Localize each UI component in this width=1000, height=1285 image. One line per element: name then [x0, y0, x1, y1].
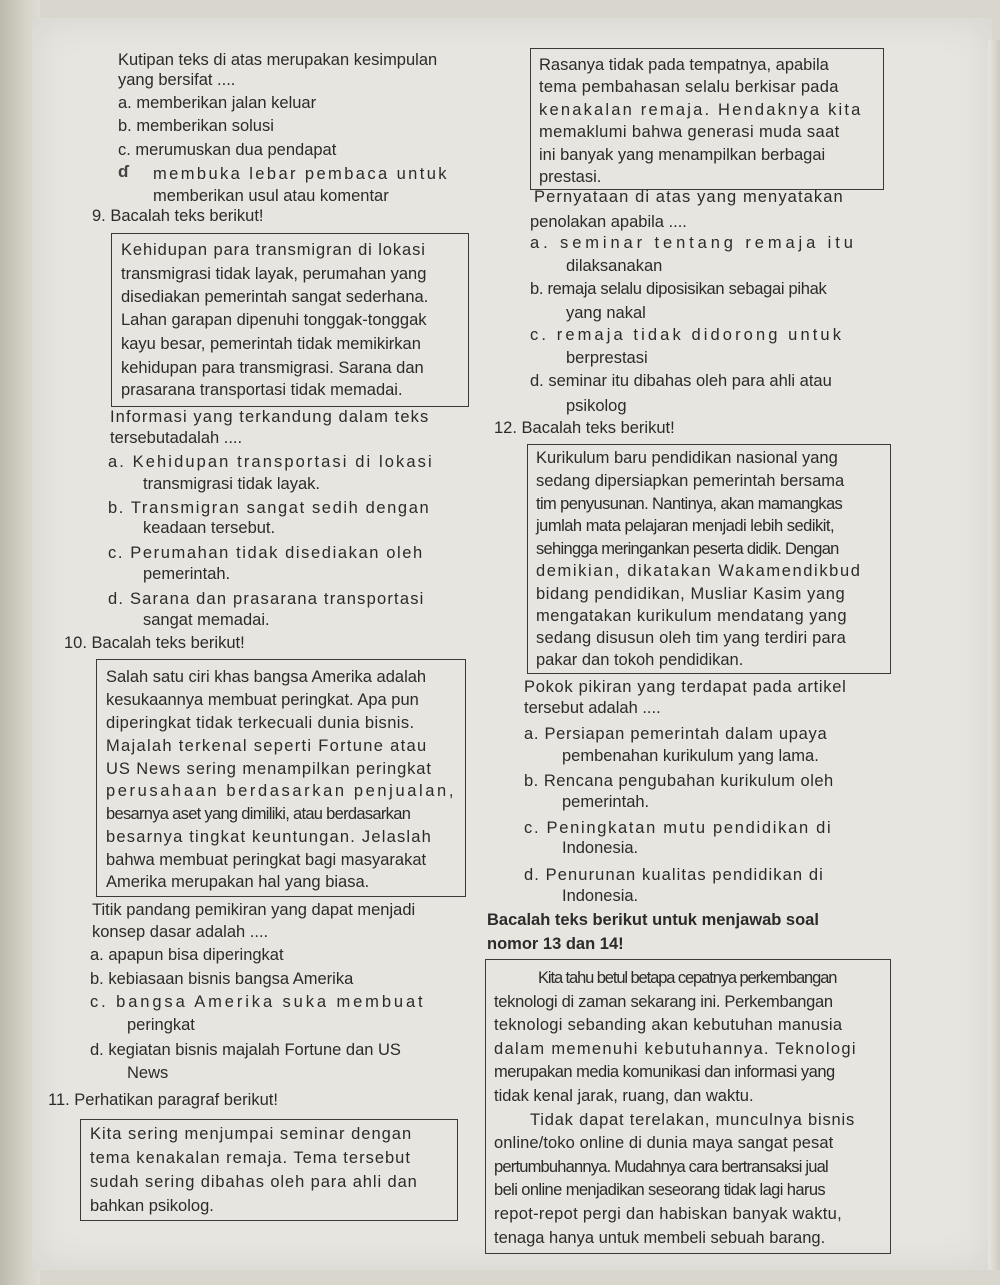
q9-text-box [111, 233, 469, 407]
q12-box-line: sehingga meringankan peserta didik. Dengan [536, 540, 839, 558]
q10-box-line: besarnya aset yang dimiliki, atau berdasarkan [106, 805, 411, 823]
q9-prompt: Informasi yang terkandung dalam teks [110, 408, 430, 426]
q13-box-line: Kita tahu betul betapa cepatnya perkembangan [538, 969, 837, 987]
q13-14-instruction: Bacalah teks berikut untuk menjawab soal [487, 911, 819, 929]
q10-option-d-cont: News [127, 1064, 169, 1082]
q12-text-box [527, 444, 891, 674]
q12-box-line: demikian, dikatakan Wakamendikbud [536, 562, 862, 580]
q13-box-line: pertumbuhannya. Mudahnya cara bertransaksi jual [494, 1158, 828, 1176]
q10-option-a: a. apapun bisa diperingkat [90, 946, 284, 964]
q11-prompt: Pernyataan di atas yang menyatakan [534, 188, 844, 206]
q9-box-line: Lahan garapan dipenuhi tonggak-tonggak [121, 311, 427, 329]
q8-option-a: a. memberikan jalan keluar [118, 94, 317, 112]
q11-option-d: d. seminar itu dibahas oleh para ahli atau [530, 372, 832, 390]
q13-box-line: Tidak dapat terelakan, munculnya bisnis [530, 1111, 856, 1129]
question-10-heading: 10. Bacalah teks berikut! [64, 634, 245, 652]
q10-box-line: Amerika merupakan hal yang biasa. [106, 873, 370, 891]
q12-option-b-cont: pemerintah. [562, 793, 650, 811]
q9-box-line: kayu besar, pemerintah tidak memikirkan [121, 335, 421, 353]
q9-option-d-cont: sangat memadai. [143, 611, 270, 629]
q13-box-line: dalam memenuhi kebutuhannya. Teknologi [494, 1040, 857, 1058]
q13-14-instruction-cont: nomor 13 dan 14! [487, 935, 624, 953]
q9-box-line: disediakan pemerintah sangat sederhana. [121, 288, 429, 306]
q12-box-line: jumlah mata pelajaran menjadi lebih sedikit, [536, 517, 835, 535]
question-8-stem-cont: yang bersifat .... [118, 71, 236, 89]
q8-option-d-mark-icon: ɗ [118, 162, 129, 181]
q10-prompt: Titik pandang pemikiran yang dapat menjadi [92, 901, 416, 919]
q10-box-line: Salah satu ciri khas bangsa Amerika adalah [106, 668, 427, 686]
text-box-line: ini banyak yang menampilkan berbagai [539, 146, 826, 164]
text-box-line: Rasanya tidak pada tempatnya, apabila [539, 56, 829, 74]
q13-box-line: repot-repot pergi dan habiskan banyak waktu, [494, 1205, 842, 1223]
text-box-line: kenakalan remaja. Hendaknya kita [539, 101, 863, 119]
q13-box-line: beli online menjadikan seseorang tidak lagi harus [494, 1181, 826, 1199]
q9-box-line: kehidupan para transmigrasi. Sarana dan [121, 359, 424, 377]
q11-box-line: Kita sering menjumpai seminar dengan [90, 1125, 413, 1143]
q12-option-c: c. Peningkatan mutu pendidikan di [524, 819, 833, 837]
q11-option-b-cont: yang nakal [566, 304, 646, 322]
q13-box-line: online/toko online di dunia maya sangat pesat [494, 1134, 834, 1152]
q10-option-c: c. bangsa Amerika suka membuat [90, 993, 426, 1011]
q12-box-line: sedang disusun oleh tim yang terdiri para [536, 629, 846, 647]
q11-option-b: b. remaja selalu diposisikan sebagai pihak [530, 280, 827, 298]
q9-prompt-cont: tersebutadalah .... [110, 429, 243, 447]
q10-prompt-cont: konsep dasar adalah .... [92, 923, 269, 941]
q11-text-box [80, 1119, 458, 1221]
q11-prompt-cont: penolakan apabila .... [530, 213, 687, 231]
q11-option-a: a. seminar tentang remaja itu [530, 234, 857, 252]
question-9-heading: 9. Bacalah teks berikut! [92, 207, 264, 225]
q10-box-line: Majalah terkenal seperti Fortune atau [106, 737, 428, 755]
question-11-heading: 11. Perhatikan paragraf berikut! [48, 1091, 278, 1109]
q12-option-a-cont: pembenahan kurikulum yang lama. [562, 747, 819, 765]
q9-box-line: prasarana transportasi tidak memadai. [121, 381, 403, 399]
q8-option-d-cont: memberikan usul atau komentar [153, 187, 389, 205]
question-12-heading: 12. Bacalah teks berikut! [494, 419, 675, 437]
q13-box-line: tenaga hanya untuk membeli sebuah barang. [494, 1229, 826, 1247]
q13-box-line: teknologi sebanding akan kebutuhan manusia [494, 1016, 843, 1034]
text-box-line: tema pembahasan selalu berkisar pada [539, 78, 839, 96]
q10-box-line: besarnya tingkat keuntungan. Jelaslah [106, 828, 433, 846]
q10-box-line: diperingkat tidak terkecuali dunia bisnis. [106, 714, 415, 732]
q12-box-line: sedang dipersiapkan pemerintah bersama [536, 472, 845, 490]
q9-option-d: d. Sarana dan prasarana transportasi [108, 590, 425, 608]
q10-box-line: bahwa membuat peringkat bagi masyarakat [106, 851, 427, 869]
q12-box-line: pakar dan tokoh pendidikan. [536, 651, 744, 669]
q9-option-c: c. Perumahan tidak disediakan oleh [108, 544, 424, 562]
q10-option-d: d. kegiatan bisnis majalah Fortune dan US [90, 1041, 401, 1059]
q12-option-b: b. Rencana pengubahan kurikulum oleh [524, 772, 834, 790]
q13-box-line: merupakan media komunikasi dan informasi yang [494, 1063, 835, 1081]
page-edge [988, 40, 1000, 1270]
q13-box-line: tidak kenal jarak, ruang, dan waktu. [494, 1087, 754, 1105]
q10-option-b: b. kebiasaan bisnis bangsa Amerika [90, 970, 354, 988]
q10-box-line: perusahaan berdasarkan penjualan, [106, 782, 457, 800]
q8-option-d: membuka lebar pembaca untuk [153, 165, 449, 183]
q10-option-c-cont: peringkat [127, 1016, 195, 1034]
question-8-stem: Kutipan teks di atas merupakan kesimpulan [118, 51, 438, 69]
text-box-line: prestasi. [539, 168, 602, 186]
q10-box-line: kesukaannya membuat peringkat. Apa pun [106, 691, 419, 709]
q12-option-d: d. Penurunan kualitas pendidikan di [524, 866, 824, 884]
q8-option-b: b. memberikan solusi [118, 117, 274, 135]
q9-option-a-cont: transmigrasi tidak layak. [143, 475, 320, 493]
q11-box-line: tema kenakalan remaja. Tema tersebut [90, 1149, 411, 1167]
q12-box-line: Kurikulum baru pendidikan nasional yang [536, 449, 838, 467]
q12-box-line: tim penyusunan. Nantinya, akan mamangkas [536, 495, 843, 513]
q10-text-box [96, 659, 466, 897]
q11-option-c-cont: berprestasi [566, 349, 648, 367]
q13-text-box [485, 959, 891, 1254]
q9-box-line: Kehidupan para transmigran di lokasi [121, 241, 426, 259]
q12-option-d-cont: Indonesia. [562, 887, 639, 905]
q9-box-line: transmigrasi tidak layak, perumahan yang [121, 265, 427, 283]
text-box-line: memaklumi bahwa generasi muda saat [539, 123, 840, 141]
q11-box-line: bahkan psikolog. [90, 1197, 214, 1215]
q12-prompt-cont: tersebut adalah .... [524, 699, 661, 717]
q12-option-c-cont: Indonesia. [562, 839, 639, 857]
q12-box-line: mengatakan kurikulum mendatang yang [536, 607, 848, 625]
q12-box-line: bidang pendidikan, Musliar Kasim yang [536, 585, 846, 603]
q8-option-c: c. merumuskan dua pendapat [118, 141, 337, 159]
q9-option-b-cont: keadaan tersebut. [143, 519, 276, 537]
q9-option-a: a. Kehidupan transportasi di lokasi [108, 453, 434, 471]
q11-option-c: c. remaja tidak didorong untuk [530, 326, 845, 344]
q11-option-a-cont: dilaksanakan [566, 257, 663, 275]
q9-option-c-cont: pemerintah. [143, 565, 231, 583]
q10-box-line: US News sering menampilkan peringkat [106, 760, 432, 778]
q11-option-d-cont: psikolog [566, 397, 627, 415]
q9-option-b: b. Transmigran sangat sedih dengan [108, 499, 431, 517]
q12-option-a: a. Persiapan pemerintah dalam upaya [524, 725, 828, 743]
q12-prompt: Pokok pikiran yang terdapat pada artikel [524, 678, 847, 696]
q11-continued-text-box [530, 48, 884, 190]
q11-box-line: sudah sering dibahas oleh para ahli dan [90, 1173, 418, 1191]
q13-box-line: teknologi di zaman sekarang ini. Perkembangan [494, 993, 833, 1011]
